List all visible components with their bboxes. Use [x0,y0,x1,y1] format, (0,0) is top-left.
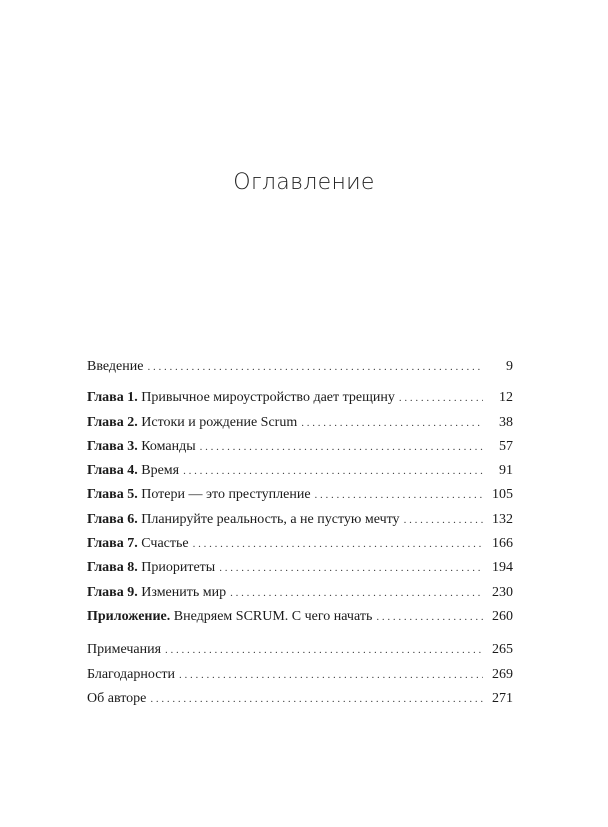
toc-entry-page: 38 [499,414,513,430]
chapter-prefix: Глава 8. [87,560,138,576]
toc-entry-chapter-9[interactable] [87,581,513,605]
chapter-prefix: Глава 9. [87,584,138,600]
toc-entry-chapter-6[interactable] [87,508,513,532]
toc-entry-title: Благодарности [87,666,176,682]
dot-leader [301,411,483,435]
dot-leader [200,435,483,459]
toc-entry-page: 132 [492,511,513,527]
toc-entry-page: 269 [492,666,513,682]
chapter-prefix: Глава 1. [87,390,138,406]
toc-entry-page: 57 [499,438,513,454]
dot-leader [376,605,483,629]
dot-leader [147,355,483,379]
toc-entry-title: Примечания [87,642,162,658]
chapter-prefix: Глава 7. [87,536,138,552]
toc-entry-page: 194 [492,560,513,576]
toc-entry-chapter-5[interactable] [87,483,513,507]
toc-entry-page: 230 [492,584,513,600]
toc-entry-title: Глава 8. Приоритеты [87,560,216,576]
toc-entry-title: Глава 6. Планируйте реальность, а не пустую мечту [87,511,400,527]
toc-entry-title: Об авторе [87,690,147,706]
toc-entry-title: Глава 1. Привычное мироустройство дает трещину [87,390,395,406]
toc-entry-acknowledgements[interactable] [87,663,513,687]
table-of-contents [87,355,513,711]
toc-entry-page: 271 [492,690,513,706]
toc-entry-page: 166 [492,536,513,552]
toc-entry-chapter-3[interactable] [87,435,513,459]
dot-leader [193,532,483,556]
toc-entry-page: 91 [499,463,513,479]
dot-leader [165,638,483,662]
toc-entry-title: Глава 9. Изменить мир [87,584,227,600]
toc-entry-title: Введение [87,359,144,374]
dot-leader [179,663,483,687]
toc-entry-chapter-7[interactable] [87,532,513,556]
page-title: Оглавление [233,170,375,195]
toc-entry-appendix[interactable] [87,605,513,629]
toc-entry-chapter-2[interactable] [87,411,513,435]
chapter-prefix: Глава 6. [87,511,138,527]
toc-entry-page: 105 [492,487,513,503]
chapter-prefix: Приложение. [87,608,171,624]
toc-entry-page: 12 [499,390,513,406]
dot-leader [230,581,483,605]
toc-entry-about-author[interactable] [87,687,513,711]
dot-leader [183,459,483,483]
toc-entry-title: Глава 2. Истоки и рождение Scrum [87,414,298,430]
toc-entry-page: 9 [506,359,513,374]
dot-leader [399,386,483,410]
toc-entry-page: 265 [492,642,513,658]
chapter-prefix: Глава 5. [87,487,138,503]
toc-entry-page: 260 [492,608,513,624]
toc-entry-introduction[interactable] [87,355,513,379]
toc-entry-title: Глава 4. Время [87,463,180,479]
toc-entry-title: Глава 5. Потери — это преступление [87,487,311,503]
toc-entry-chapter-8[interactable] [87,556,513,580]
chapter-prefix: Глава 2. [87,414,138,430]
toc-entry-title: Глава 7. Счастье [87,536,189,552]
toc-entry-chapter-4[interactable] [87,459,513,483]
toc-entry-chapter-1[interactable] [87,386,513,410]
chapter-prefix: Глава 4. [87,463,138,479]
dot-leader [219,556,483,580]
dot-leader [315,483,483,507]
dot-leader [404,508,483,532]
toc-entry-title: Глава 3. Команды [87,438,196,454]
chapter-prefix: Глава 3. [87,438,138,454]
dot-leader [150,687,483,711]
toc-entry-notes[interactable] [87,638,513,662]
toc-entry-title: Приложение. Внедряем SCRUM. С чего начать [87,608,373,624]
